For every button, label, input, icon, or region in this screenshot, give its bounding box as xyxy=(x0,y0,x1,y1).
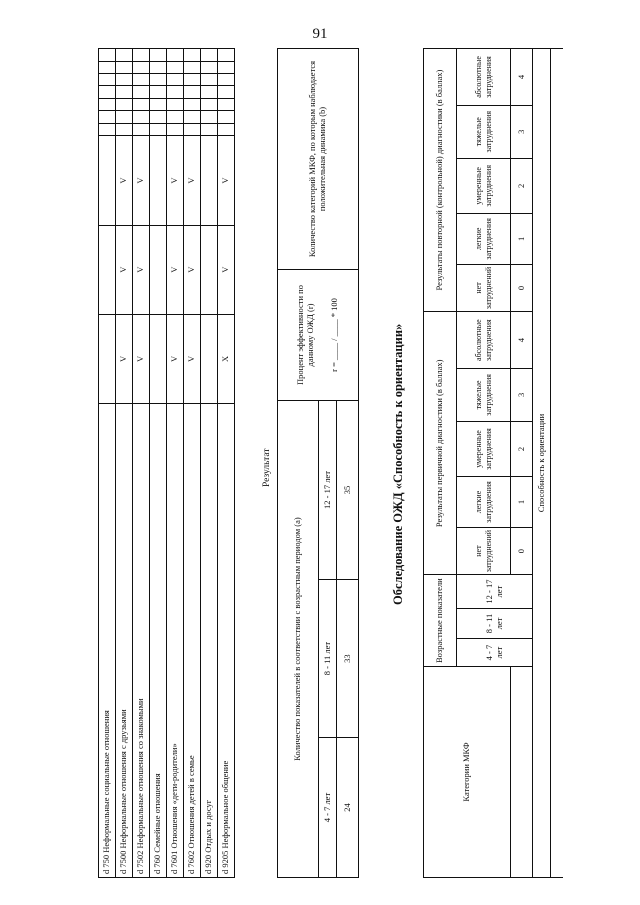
icf-mark-cell xyxy=(116,86,133,98)
result-age: 8 - 11 лет xyxy=(319,580,337,738)
icf-mark-cell xyxy=(150,86,167,98)
icf-row-label: d 760 Семейные отношения xyxy=(150,404,167,878)
orient-score: 0 xyxy=(511,264,533,312)
icf-mark-cell xyxy=(167,74,184,86)
icf-mark-cell xyxy=(150,98,167,110)
icf-row-label: d 9205 Неформальное общение xyxy=(218,404,235,878)
icf-row xyxy=(201,49,218,878)
orient-level: абсолютные затруднения xyxy=(457,49,511,106)
primary-title: Результаты первичной диагностики (в баллах) xyxy=(424,312,457,575)
orient-level: нет затруднений xyxy=(457,264,511,312)
icf-mark-cell xyxy=(133,86,150,98)
icf-mark-cell xyxy=(218,86,235,98)
icf-mark-cell xyxy=(201,136,218,225)
icf-mark-cell xyxy=(218,49,235,62)
icf-mark-cell xyxy=(133,61,150,73)
icf-mark-cell xyxy=(184,49,201,62)
icf-mark-cell: V xyxy=(167,225,184,314)
orient-level: легкие затруднения xyxy=(457,477,511,528)
orient-score: 0 xyxy=(511,527,533,575)
orient-age: 8 - 11 лет xyxy=(457,608,533,638)
icf-mark-cell xyxy=(99,98,116,110)
icf-mark-cell xyxy=(133,74,150,86)
result-age: 4 - 7 лет xyxy=(319,738,337,878)
header-r: Процент эффективности по данному ОЖД (r) r = ____ / ____ * 100 xyxy=(278,270,359,401)
icf-mark-cell: X xyxy=(218,314,235,403)
repeat-title: Результаты повторной (контрольной) диагностики (в баллах) xyxy=(424,49,457,312)
icf-mark-cell xyxy=(167,123,184,135)
result-value: 35 xyxy=(337,401,359,580)
icf-mark-cell: V xyxy=(116,136,133,225)
orient-score: 2 xyxy=(511,158,533,213)
icf-mark-cell xyxy=(167,111,184,123)
orient-level: тяжелые затруднения xyxy=(457,369,511,422)
orient-category-cell xyxy=(511,667,533,878)
icf-mark-cell xyxy=(99,86,116,98)
orient-level: умеренные затруднения xyxy=(457,421,511,476)
orient-level: умеренные затруднения xyxy=(457,158,511,213)
icf-mark-cell xyxy=(201,86,218,98)
icf-mark-cell xyxy=(99,111,116,123)
icf-mark-cell xyxy=(133,111,150,123)
header-b: Количество категорий МКФ, по которым наблюдается положительная динамика (b) xyxy=(278,49,359,270)
icf-row-label: d 7602 Отношения детей в семье xyxy=(184,404,201,878)
icf-mark-cell xyxy=(167,61,184,73)
icf-mark-cell xyxy=(150,314,167,403)
icf-mark-cell: V xyxy=(116,314,133,403)
result-age: 12 - 17 лет xyxy=(319,401,337,580)
result-label: Результат xyxy=(262,448,272,487)
icf-mark-cell: V xyxy=(167,314,184,403)
header-a: Количество показателей в соответствии с возрастным периодом (a) xyxy=(278,401,319,878)
icf-mark-cell: V xyxy=(167,136,184,225)
icf-mark-cell xyxy=(99,123,116,135)
icf-row-label: d 7502 Неформальные отношения со знакомыми xyxy=(133,404,150,878)
icf-mark-cell xyxy=(99,61,116,73)
icf-mark-cell xyxy=(150,61,167,73)
icf-mark-cell: V xyxy=(133,314,150,403)
icf-row xyxy=(133,49,150,878)
orient-score: 4 xyxy=(511,49,533,106)
icf-mark-cell: V xyxy=(184,225,201,314)
subheading: Способность к ориентации xyxy=(533,49,551,878)
icf-mark-cell xyxy=(167,98,184,110)
icf-marks-table xyxy=(98,48,235,878)
orient-age: 4 - 7 лет xyxy=(457,639,533,667)
icf-mark-cell xyxy=(184,74,201,86)
icf-mark-cell xyxy=(184,61,201,73)
orientation-table xyxy=(423,48,563,878)
icf-mark-cell xyxy=(184,123,201,135)
icf-mark-cell xyxy=(99,49,116,62)
icf-mark-cell xyxy=(218,61,235,73)
orient-score: 2 xyxy=(511,421,533,476)
icf-mark-cell xyxy=(184,98,201,110)
icf-mark-cell xyxy=(218,123,235,135)
icf-mark-cell xyxy=(201,111,218,123)
icf-mark-cell xyxy=(150,111,167,123)
result-value: 33 xyxy=(337,580,359,738)
formula: r = ____ / ____ * 100 xyxy=(328,298,339,372)
icf-mark-cell: V xyxy=(218,136,235,225)
icf-row xyxy=(167,49,184,878)
icf-mark-cell xyxy=(218,74,235,86)
icf-mark-cell xyxy=(99,136,116,225)
icf-mark-cell xyxy=(116,61,133,73)
icf-mark-cell xyxy=(99,225,116,314)
icf-mark-cell xyxy=(184,111,201,123)
orient-level: легкие затруднения xyxy=(457,214,511,265)
icf-mark-cell xyxy=(116,111,133,123)
icf-mark-cell xyxy=(116,74,133,86)
col-age: Возрастные показатели xyxy=(424,575,457,667)
icf-mark-cell xyxy=(184,86,201,98)
orient-level: тяжелые затруднения xyxy=(457,105,511,158)
icf-mark-cell xyxy=(150,225,167,314)
icf-mark-cell xyxy=(167,86,184,98)
icf-mark-cell xyxy=(150,49,167,62)
icf-row-label: d 7601 Отношения «дети-родители» xyxy=(167,404,184,878)
icf-row xyxy=(116,49,133,878)
icf-mark-cell xyxy=(116,49,133,62)
orient-score: 4 xyxy=(511,312,533,369)
section-heading: Обследование ОЖД «Способность к ориентации» xyxy=(391,323,405,605)
icf-mark-cell xyxy=(116,123,133,135)
col-category: Категории МКФ xyxy=(424,667,511,878)
icf-mark-cell: V xyxy=(218,225,235,314)
icf-mark-cell: V xyxy=(184,136,201,225)
orient-score: 1 xyxy=(511,214,533,265)
icf-mark-cell xyxy=(201,314,218,403)
icf-row xyxy=(99,49,116,878)
icf-mark-cell: V xyxy=(133,136,150,225)
icf-mark-cell: V xyxy=(133,225,150,314)
icf-row xyxy=(184,49,201,878)
icf-mark-cell xyxy=(150,123,167,135)
icf-row-label: d 7500 Неформальные отношения с друзьями xyxy=(116,404,133,878)
icf-row xyxy=(150,49,167,878)
icf-row xyxy=(218,49,235,878)
icf-mark-cell xyxy=(201,123,218,135)
orient-score: 3 xyxy=(511,105,533,158)
orient-age: 12 - 17 лет xyxy=(457,575,533,608)
page-number: 91 xyxy=(312,26,328,42)
icf-mark-cell xyxy=(150,136,167,225)
icf-mark-cell xyxy=(99,74,116,86)
icf-mark-cell xyxy=(201,49,218,62)
result-table xyxy=(277,48,359,878)
orient-score: 1 xyxy=(511,477,533,528)
orient-level: нет затруднений xyxy=(457,527,511,575)
icf-mark-cell: V xyxy=(116,225,133,314)
icf-mark-cell xyxy=(201,74,218,86)
icf-mark-cell xyxy=(133,123,150,135)
icf-mark-cell: V xyxy=(184,314,201,403)
orient-empty-row xyxy=(551,49,563,878)
icf-mark-cell xyxy=(99,314,116,403)
icf-mark-cell xyxy=(218,98,235,110)
result-value: 24 xyxy=(337,738,359,878)
icf-row-label: d 750 Неформальные социальные отношения xyxy=(99,404,116,878)
icf-mark-cell xyxy=(201,61,218,73)
icf-mark-cell xyxy=(201,225,218,314)
icf-mark-cell xyxy=(167,49,184,62)
icf-row-label: d 920 Отдых и досуг xyxy=(201,404,218,878)
icf-mark-cell xyxy=(116,98,133,110)
orient-level: абсолютные затруднения xyxy=(457,312,511,369)
icf-mark-cell xyxy=(150,74,167,86)
orient-score: 3 xyxy=(511,369,533,422)
icf-mark-cell xyxy=(218,111,235,123)
icf-mark-cell xyxy=(133,98,150,110)
icf-mark-cell xyxy=(133,49,150,62)
icf-mark-cell xyxy=(201,98,218,110)
